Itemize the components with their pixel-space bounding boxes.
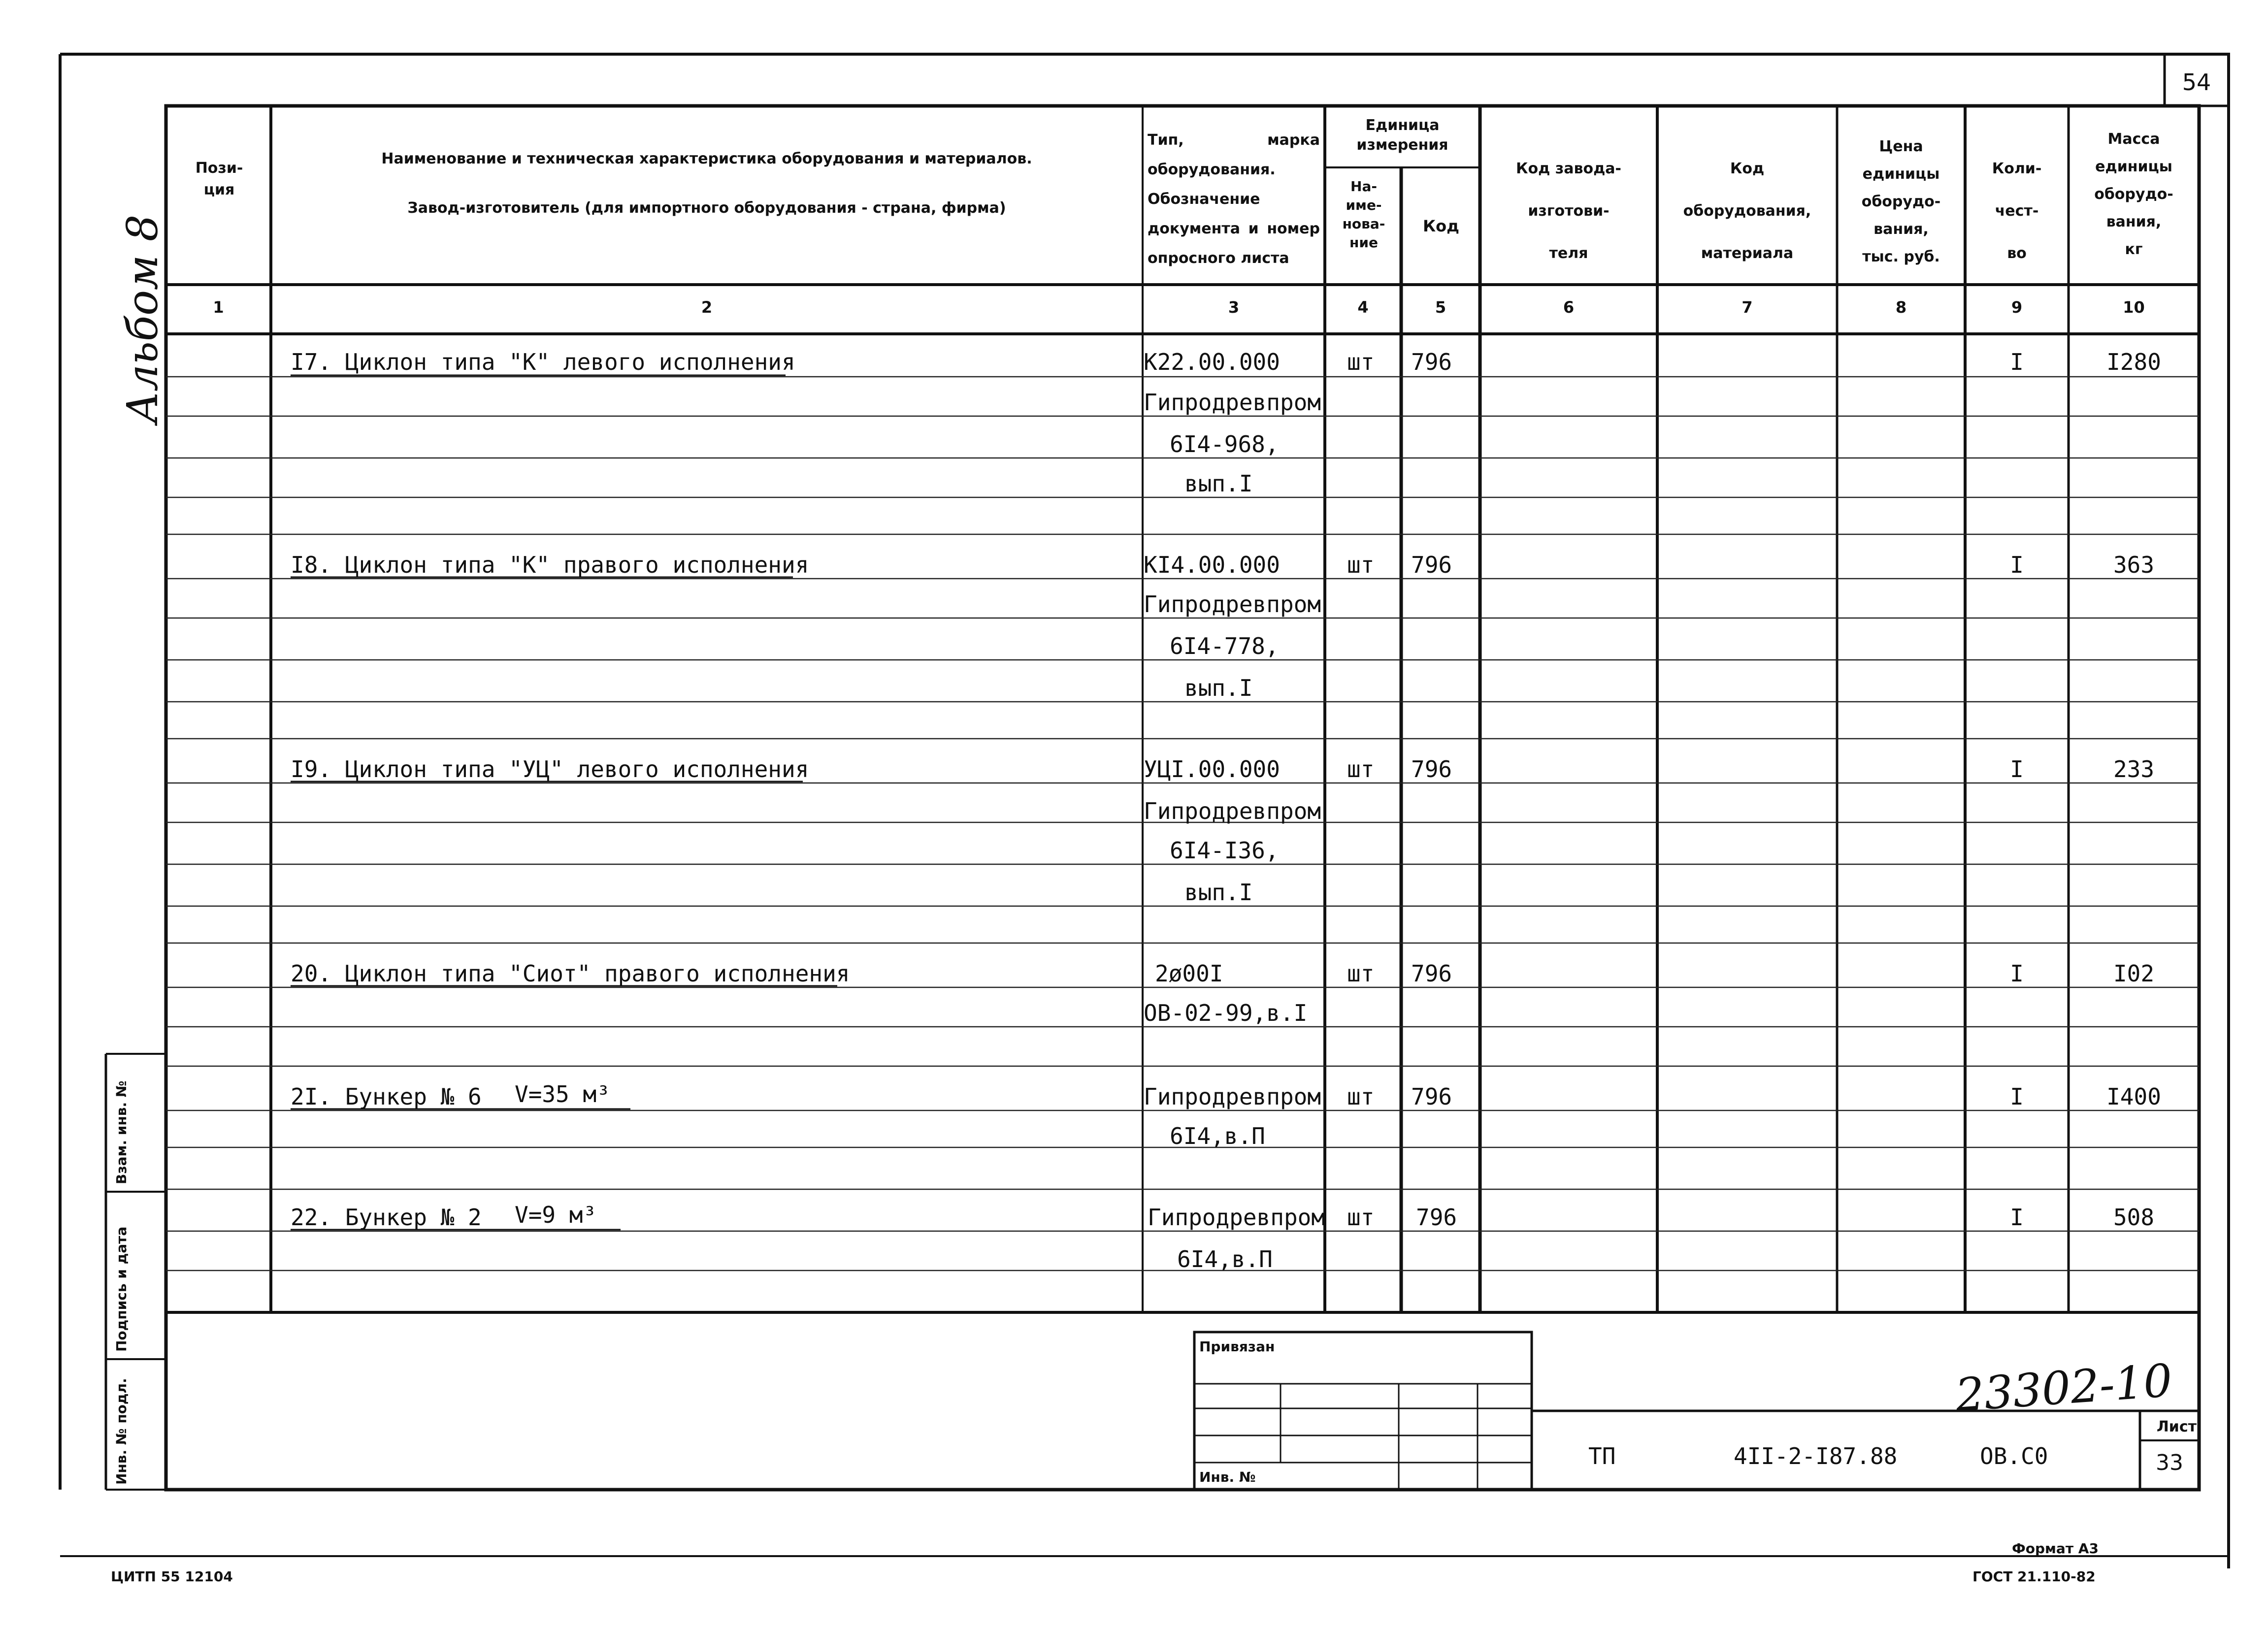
item-qty: I — [2010, 960, 2024, 987]
item-type: ОВ-02-99,в.I — [1144, 1000, 1308, 1026]
header-unit-group: Единица измерения — [1356, 117, 1448, 154]
column-number: 5 — [1435, 298, 1446, 317]
item-type: 6I4-I36, — [1170, 837, 1279, 864]
item-code: 796 — [1411, 756, 1452, 782]
handwritten-number: 23302-10 — [1953, 1354, 2174, 1422]
header-mass: Масса единицы оборудо- вания, кг — [2094, 130, 2173, 258]
stamp-sheet-number: 33 — [2156, 1450, 2183, 1475]
inv-no-label: Инв. № — [1199, 1469, 1256, 1485]
header-quantity: Коли- чест- во — [1992, 160, 2042, 262]
footer-left-code: ЦИТП 55 12104 — [111, 1568, 233, 1585]
header-unit-code: Код — [1423, 217, 1459, 235]
column-number: 1 — [213, 298, 224, 317]
item-name: I7. Циклон типа "К" левого исполнения — [291, 349, 795, 375]
stamp-section: ОВ.С0 — [1980, 1443, 2048, 1469]
header-unit-name: На- име- нова- ние — [1342, 178, 1385, 251]
item-mass: I400 — [2106, 1083, 2161, 1110]
item-mass: 508 — [2113, 1204, 2155, 1231]
item-type: 6I4,в.П — [1170, 1123, 1265, 1149]
item-type: вып.I — [1184, 879, 1253, 906]
header-type: Тип, марка оборудования. Обозначение документа и номер опросного листа — [1148, 131, 1320, 267]
item-code: 796 — [1411, 349, 1452, 375]
item-code: 796 — [1411, 1083, 1452, 1110]
footer-format: Формат А3 — [2012, 1540, 2099, 1557]
item-type: вып.I — [1184, 675, 1253, 701]
column-number: 7 — [1742, 298, 1753, 317]
item-code: 796 — [1416, 1204, 1457, 1231]
item-type: 6I4-968, — [1170, 431, 1279, 457]
side-stamp-signature-date: Подпись и дата — [113, 1226, 130, 1352]
item-unit: шт — [1347, 349, 1375, 375]
item-type: 2ø00I — [1155, 960, 1223, 987]
item-type: Гипродревпром — [1144, 1083, 1321, 1110]
item-name: 2I. Бункер № 6 — [291, 1083, 482, 1110]
item-qty: I — [2010, 552, 2024, 578]
item-unit: шт — [1347, 552, 1375, 578]
item-mass: 363 — [2113, 552, 2155, 578]
item-code: 796 — [1411, 960, 1452, 987]
column-number: 6 — [1563, 298, 1575, 317]
column-number: 2 — [701, 298, 713, 317]
privyazan-label: Привязан — [1199, 1338, 1275, 1355]
stamp-tp: ТП — [1588, 1443, 1616, 1469]
item-unit: шт — [1347, 756, 1375, 782]
item-type: Гипродревпром — [1144, 389, 1321, 416]
item-type: КI4.00.000 — [1144, 552, 1280, 578]
item-mass: I280 — [2106, 349, 2161, 375]
column-number: 8 — [1895, 298, 1907, 317]
sheet-number: 54 — [2182, 69, 2211, 96]
item-code: 796 — [1411, 552, 1452, 578]
item-unit: шт — [1347, 1083, 1375, 1110]
item-type: 6I4,в.П — [1177, 1246, 1273, 1272]
item-type: УЦI.00.000 — [1144, 756, 1280, 782]
item-name: I9. Циклон типа "УЦ" левого исполнения — [291, 756, 809, 782]
item-type: 6I4-778, — [1170, 633, 1279, 659]
column-number: 3 — [1228, 298, 1240, 317]
item-volume: V=9 м³ — [515, 1202, 597, 1228]
item-type: К22.00.000 — [1144, 349, 1280, 375]
column-number: 9 — [2011, 298, 2023, 317]
item-mass: I02 — [2113, 960, 2155, 987]
item-mass: 233 — [2113, 756, 2155, 782]
item-unit: шт — [1347, 1204, 1375, 1231]
item-type: Гипродревпром — [1144, 798, 1321, 824]
header-price: Цена единицы оборудо- вания, тыс. руб. — [1861, 138, 1941, 265]
item-qty: I — [2010, 1204, 2024, 1231]
item-type: вып.I — [1184, 470, 1253, 497]
header-equipment-code: Код оборудования, материала — [1683, 160, 1811, 262]
column-number: 10 — [2123, 298, 2145, 317]
item-name: I8. Циклон типа "К" правого исполнения — [291, 552, 809, 578]
side-stamp-vzam: Взам. инв. № — [113, 1080, 130, 1184]
side-stamp-inv-podl: Инв. № подл. — [113, 1378, 130, 1485]
item-name: 22. Бункер № 2 — [291, 1204, 482, 1231]
item-qty: I — [2010, 349, 2024, 375]
footer-gost: ГОСТ 21.110-82 — [1972, 1568, 2096, 1585]
stamp-sheet-label: Лист — [2156, 1418, 2197, 1435]
album-label: Альбом 8 — [118, 214, 167, 424]
item-qty: I — [2010, 756, 2024, 782]
item-type: Гипродревпром — [1144, 591, 1321, 618]
item-name: 20. Циклон типа "Сиот" правого исполнения — [291, 960, 850, 987]
item-type: Гипродревпром — [1148, 1204, 1325, 1231]
header-name-line2: Завод-изготовитель (для импортного оборудования - страна, фирма) — [407, 199, 1006, 217]
item-unit: шт — [1347, 960, 1375, 987]
header-factory-code: Код завода- изготови- теля — [1516, 160, 1621, 262]
stamp-project-code: 4II-2-I87.88 — [1734, 1443, 1898, 1469]
header-position: Пози- ция — [195, 160, 243, 198]
item-volume: V=35 м³ — [515, 1081, 610, 1108]
column-number: 4 — [1357, 298, 1369, 317]
item-qty: I — [2010, 1083, 2024, 1110]
header-name-line1: Наименование и техническая характеристика оборудования и материалов. — [381, 150, 1032, 167]
